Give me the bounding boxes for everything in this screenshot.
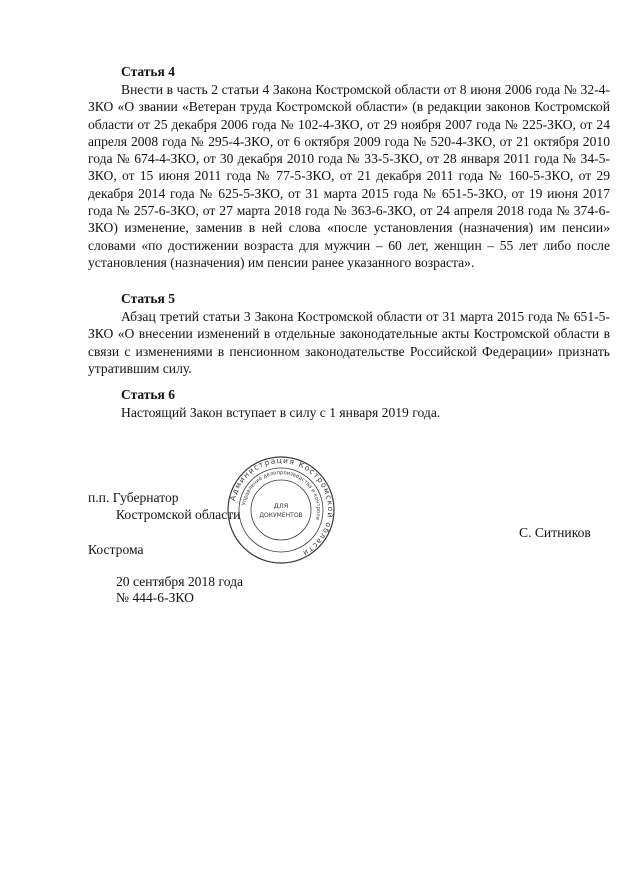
- governor-title-line2: Костромской области: [116, 507, 241, 522]
- article-4-text: Внести в часть 2 статьи 4 Закона Костромской области от 8 июня 2006 года № 32-4-ЗКО «О звании «Ветеран труда Костромской области» (в редакции законов Костромской области от 25 декабря 2006 года № 102-4-ЗКО, от 29 ноября 2007 года № 225-ЗКО, от 24 апреля 2008 года № 295-4-ЗКО, от 6 октября 2009 года № 520-4-ЗКО, от 21 октября 2010 года № 674-4-ЗКО, от 30 декабря 2010 года № 33-5-ЗКО, от 28 января 2011 года № 34-5-ЗКО, от 15 июня 2011 года № 77-5-ЗКО, от 21 декабря 2011 года № 160-5-ЗКО, от 29 декабря 2014 года № 625-5-ЗКО, от 31 марта 2015 года № 651-5-ЗКО, от 19 июня 2017 года № 257-6-ЗКО, от 27 марта 2018 года № 363-6-ЗКО, от 24 апреля 2018 года № 374-6-ЗКО) изменение, заменив в ней слова «после установления (назначения) им пенсии» словами «по достижении возраста для мужчин – 60 лет, женщин – 55 лет либо после установления (назначения) им пенсии ранее указанного возраста».: [88, 82, 610, 270]
- article-4: [88, 63, 610, 271]
- stamp-inner-ring: [251, 480, 311, 540]
- governor-title-line1: п.п. Губернатор: [88, 490, 179, 505]
- article-6: [88, 386, 610, 421]
- article-5-text: Абзац третий статьи 3 Закона Костромской области от 31 марта 2015 года № 651-5-ЗКО «О внесении изменений в отдельные законодательные акты Костромской области в связи с изменениями в пенсионном законодательстве Российской Федерации» признать утратившим силу.: [88, 309, 610, 376]
- stamp-center-line1: ДЛЯ: [273, 502, 289, 510]
- article-6-text: Настоящий Закон вступает в силу с 1 января 2019 года.: [121, 405, 441, 420]
- article-5-heading: Статья 5: [121, 291, 175, 306]
- article-5: [88, 290, 610, 377]
- law-date: 20 сентября 2018 года: [116, 574, 244, 589]
- city: Кострома: [88, 542, 144, 557]
- stamp-middle-ring: [239, 468, 323, 552]
- official-stamp: [226, 455, 336, 565]
- stamp-middle-text: Управление делопроизводства и контроля: [241, 469, 322, 521]
- article-6-heading: Статья 6: [121, 387, 175, 402]
- stamp-center-line2: ДОКУМЕНТОВ: [259, 512, 303, 519]
- law-number: № 444-6-ЗКО: [116, 590, 194, 605]
- article-4-heading: Статья 4: [121, 64, 175, 79]
- stamp-outer-text: Администрация Костромской области: [227, 455, 336, 559]
- governor-name: С. Ситников: [519, 525, 591, 540]
